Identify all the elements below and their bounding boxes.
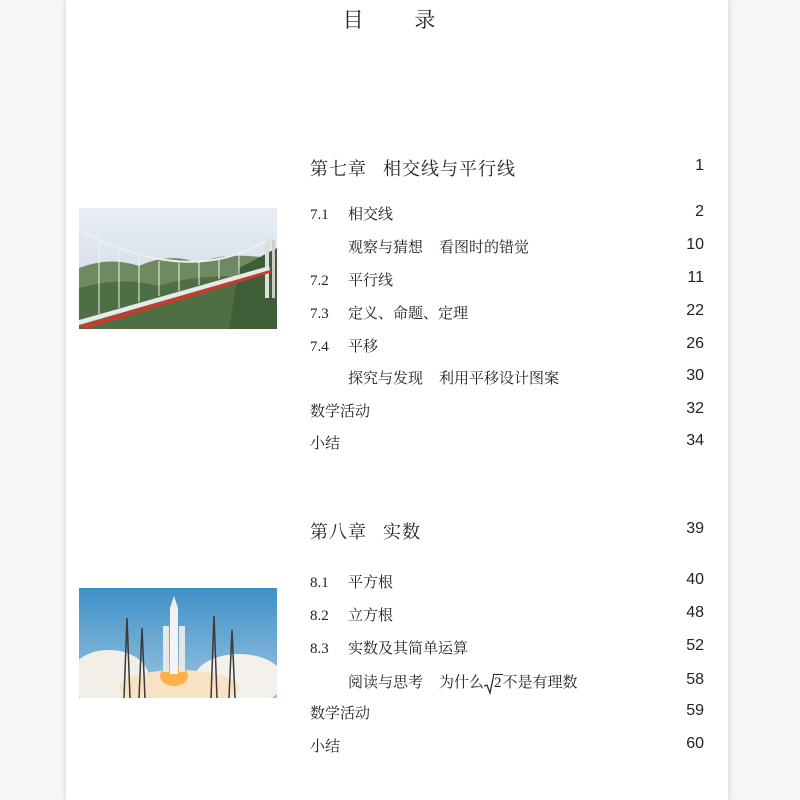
section-title: 数学活动 <box>310 402 371 420</box>
page-number: 48 <box>686 604 704 621</box>
section-title: 平移 <box>348 337 379 355</box>
section-title: 观察与猜想 <box>348 238 424 256</box>
toc-row[interactable] <box>310 367 704 389</box>
section-number: 8.3 <box>310 641 329 657</box>
toc-row[interactable] <box>310 400 704 422</box>
chapter-7-page: 1 <box>695 157 704 174</box>
toc-row[interactable] <box>310 269 704 291</box>
chapter-8-label: 第八章 <box>310 522 367 543</box>
toc-row[interactable] <box>310 236 704 258</box>
section-number: 7.1 <box>310 207 329 223</box>
toc-row[interactable] <box>310 671 704 693</box>
section-title: 定义、命题、定理 <box>348 304 469 322</box>
section-subtitle-part: 不是有理数 <box>502 673 578 691</box>
chapter-7-title: 相交线与平行线 <box>383 159 516 180</box>
page-number: 30 <box>686 367 704 384</box>
toc-row[interactable] <box>310 203 704 225</box>
sqrt-symbol <box>484 675 503 692</box>
radicand: 2 <box>494 675 502 691</box>
page-number: 22 <box>686 302 704 319</box>
section-title: 数学活动 <box>310 704 371 722</box>
toc-row[interactable] <box>310 702 704 724</box>
bridge-image <box>79 208 277 329</box>
section-number: 7.3 <box>310 306 329 322</box>
section-title: 平方根 <box>348 573 394 591</box>
toc-row[interactable] <box>310 637 704 659</box>
section-number: 8.1 <box>310 575 329 591</box>
toc-row[interactable] <box>310 604 704 626</box>
page-number: 32 <box>686 400 704 417</box>
rocket-launch-image <box>79 588 277 698</box>
section-title: 平行线 <box>348 271 394 289</box>
chapter-7-label: 第七章 <box>310 159 367 180</box>
section-title: 小结 <box>310 737 341 755</box>
section-title: 探究与发现 <box>348 369 424 387</box>
toc-row[interactable] <box>310 335 704 357</box>
chapter-8-title: 实数 <box>383 522 421 543</box>
toc-row[interactable] <box>310 571 704 593</box>
chapter-8-page-row <box>310 520 704 542</box>
toc-row[interactable] <box>310 432 704 454</box>
section-title: 相交线 <box>348 205 394 223</box>
page-number: 60 <box>686 735 704 752</box>
page-number: 52 <box>686 637 704 654</box>
section-title: 小结 <box>310 434 341 452</box>
page-number: 34 <box>686 432 704 449</box>
chapter-7-page-row <box>310 157 704 179</box>
section-subtitle: 利用平移设计图案 <box>439 369 560 387</box>
section-title: 阅读与思考 <box>348 673 424 691</box>
section-subtitle-part: 为什么 <box>439 673 485 691</box>
page-number: 11 <box>687 269 704 286</box>
page-number: 2 <box>695 203 704 220</box>
page-title: 目 录 <box>342 8 458 32</box>
page-number: 40 <box>686 571 704 588</box>
page-number: 59 <box>686 702 704 719</box>
section-subtitle: 看图时的错觉 <box>439 238 530 256</box>
section-number: 7.2 <box>310 273 329 289</box>
section-title: 立方根 <box>348 606 394 624</box>
section-number: 8.2 <box>310 608 329 624</box>
page-number: 10 <box>686 236 704 253</box>
toc-row[interactable] <box>310 735 704 757</box>
page-number: 26 <box>686 335 704 352</box>
section-title: 实数及其简单运算 <box>348 639 469 657</box>
toc-row[interactable] <box>310 302 704 324</box>
section-number: 7.4 <box>310 339 329 355</box>
page-number: 58 <box>686 671 704 688</box>
chapter-8-page: 39 <box>686 520 704 537</box>
